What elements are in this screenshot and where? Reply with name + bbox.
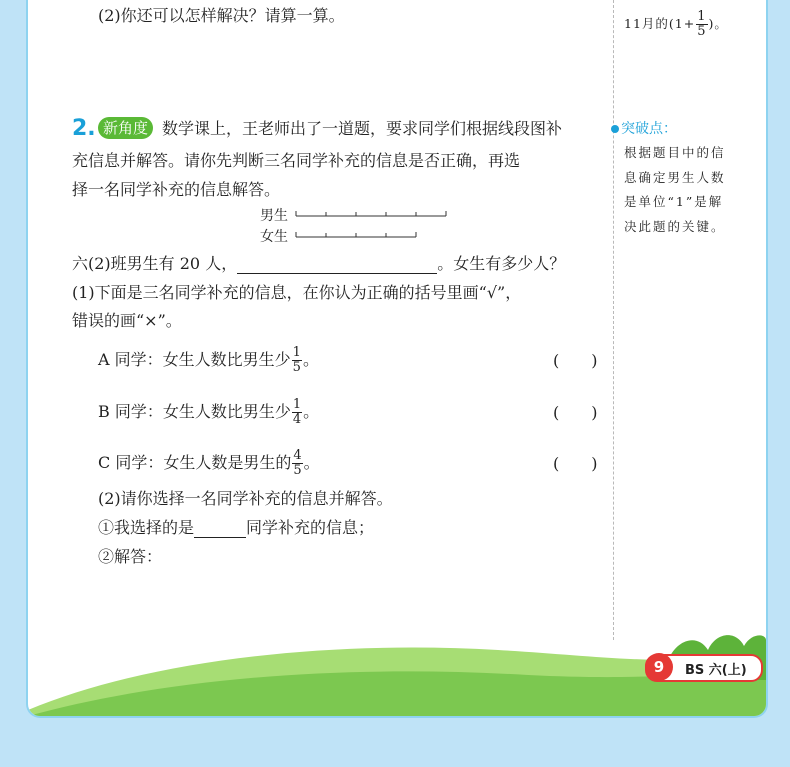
question-number: 2.	[72, 116, 96, 141]
part1-line-1: (1)下面是三名同学补充的信息，在你认为正确的括号里画“√”，	[72, 283, 522, 302]
question-line-1: 数学课上，王老师出了一道题，要求同学们根据线段图补	[162, 119, 563, 138]
problem-suffix: 。女生有多少人？	[437, 254, 566, 273]
boys-label: 男生	[260, 208, 288, 224]
girls-label: 女生	[260, 229, 288, 245]
step1	[98, 518, 374, 538]
step1-suffix: 同学补充的信息；	[246, 518, 375, 537]
option-b-end: 。	[303, 402, 320, 421]
question-line-3: 择一名同学补充的信息解答。	[72, 180, 281, 199]
page-label: BS 六(上)	[685, 663, 747, 678]
option-a-answer[interactable]: ( )	[553, 351, 598, 370]
breakthrough-title-text: 突破点：	[621, 121, 677, 137]
sidebar-line-4: 决此题的关键。	[624, 219, 726, 234]
sidebar-previous-note	[624, 10, 728, 39]
sidebar-prev-prefix: 11月的	[624, 16, 669, 31]
option-c-answer[interactable]: ( )	[553, 454, 598, 473]
girls-segment	[296, 232, 416, 237]
sidebar-line-1: 根据题目中的信	[624, 145, 726, 160]
option-a-fraction: $\frac{1}{5}$	[292, 345, 301, 375]
part1-line-2: 错误的画“×”。	[72, 311, 182, 330]
worksheet-page	[26, 0, 768, 718]
page-indicator	[645, 654, 763, 682]
part2-prompt: (2)请你选择一名同学补充的信息并解答。	[98, 489, 393, 508]
breakthrough-title	[611, 118, 677, 138]
column-divider	[613, 0, 614, 640]
sidebar-prev-fraction: $\frac{1}{5}$	[697, 9, 707, 39]
page-number: 9	[645, 653, 673, 681]
option-b	[98, 398, 319, 427]
option-c-text: C 同学：女生人数是男生的	[98, 453, 292, 472]
sidebar-prev-expr-close: )。	[708, 16, 728, 31]
question-line-2: 充信息并解答。请你先判断三名同学补充的信息是否正确，再选	[72, 151, 521, 170]
step1-prefix: ①我选择的是	[98, 518, 195, 537]
student-choice-blank[interactable]	[194, 521, 246, 538]
bullet-icon	[611, 125, 619, 133]
option-c	[98, 449, 320, 478]
new-angle-badge: 新角度	[98, 117, 153, 139]
option-a	[98, 346, 319, 375]
sidebar-line-2: 息确定男生人数	[624, 170, 726, 185]
option-c-fraction: $\frac{4}{5}$	[293, 448, 302, 478]
option-b-fraction: $\frac{1}{4}$	[292, 397, 302, 427]
step2: ②解答：	[98, 547, 163, 566]
option-c-end: 。	[303, 453, 320, 472]
problem-statement	[72, 254, 565, 274]
option-b-answer[interactable]: ( )	[553, 403, 598, 422]
sidebar-line-3: 是单位“1”是解	[624, 194, 724, 209]
boys-segment	[296, 211, 446, 216]
previous-question-prompt: (2)你还可以怎样解决？请算一算。	[98, 6, 345, 25]
option-a-text: A 同学：女生人数比男生少	[98, 350, 291, 369]
option-a-end: 。	[302, 350, 319, 369]
problem-prefix: 六(2)班男生有 20 人，	[72, 254, 238, 273]
option-b-text: B 同学：女生人数比男生少	[98, 402, 291, 421]
segment-diagram	[294, 206, 454, 246]
sidebar-prev-expr-open: (1+	[668, 16, 696, 31]
problem-blank[interactable]	[237, 257, 437, 274]
